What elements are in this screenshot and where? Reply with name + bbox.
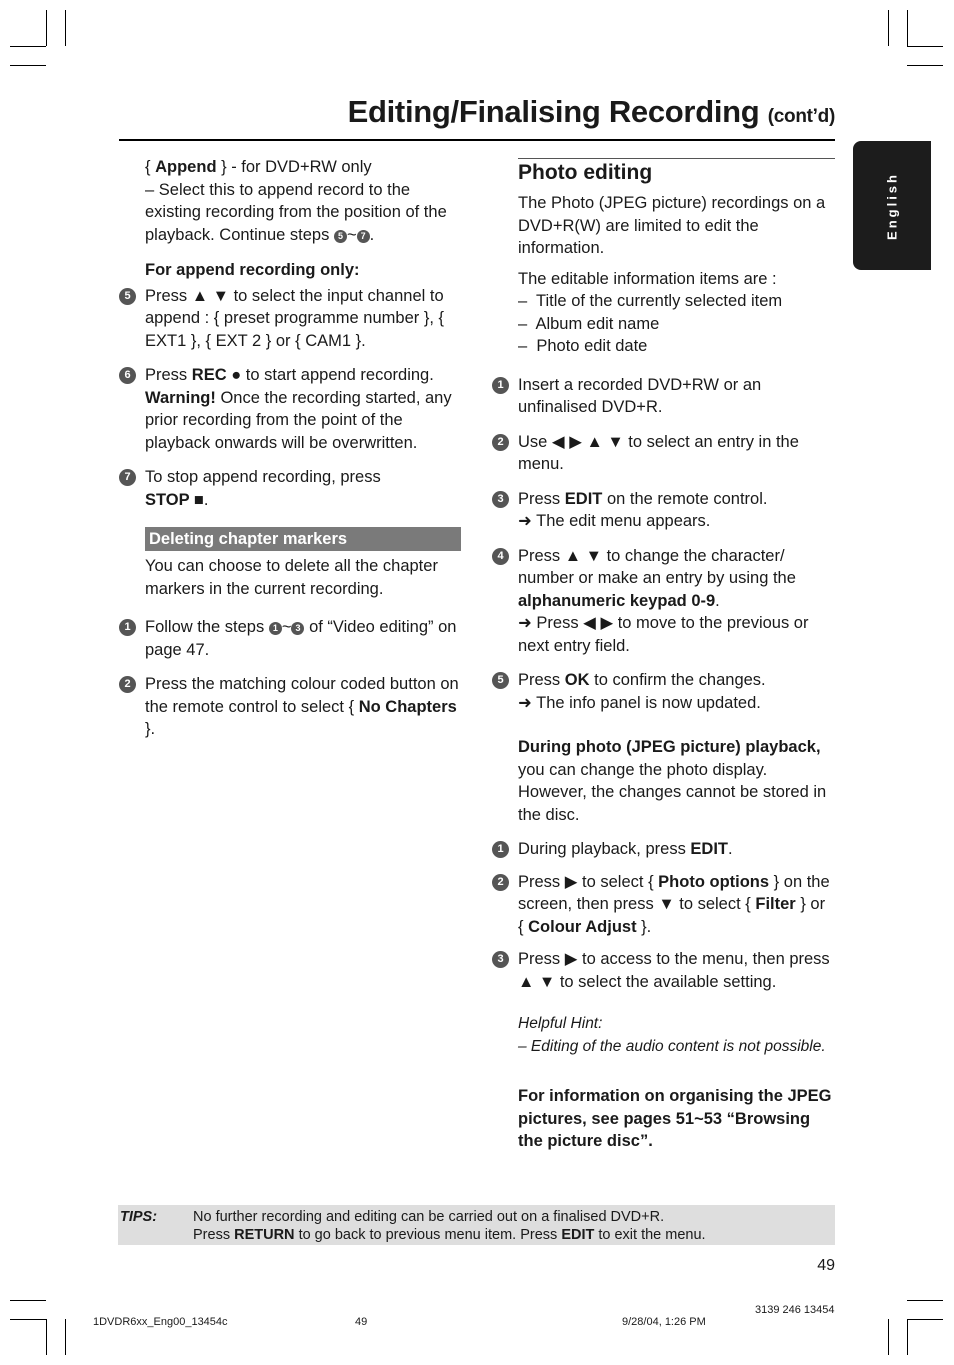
playback-step-1: 1 During playback, press EDIT. [492, 838, 835, 861]
language-tab-label: English [884, 171, 900, 240]
crop-mark [46, 1319, 47, 1355]
playback-section: During photo (JPEG picture) playback, you can change the photo display. However, the changes cannot be stored in the disc. [518, 738, 827, 824]
crop-mark [65, 1319, 66, 1355]
playback-step-2: 2 Press ▶ to select { Photo options } on the screen, then press ▼ to select { Filter } or { Colour Adjust }. [492, 871, 835, 939]
step-number-icon: 3 [492, 491, 509, 508]
chapter-markers-heading: Deleting chapter markers [145, 527, 461, 551]
tips-box [118, 1205, 835, 1245]
append-option [119, 156, 461, 246]
append-step-7: 7 To stop append recording, press STOP ■. [119, 466, 461, 511]
crop-mark [907, 1300, 943, 1301]
step-7-icon: 7 [357, 230, 370, 243]
step-number-icon: 3 [492, 951, 509, 968]
list-item: – Album edit name [518, 314, 660, 333]
playback-step-3: 3 Press ▶ to access to the menu, then press ▲ ▼ to select the available setting. [492, 948, 835, 993]
photo-step-3: 3 Press EDIT on the remote control. ➜ The edit menu appears. [492, 488, 835, 533]
list-item: – Photo edit date [518, 337, 648, 355]
page-number: 49 [817, 1257, 835, 1274]
footer-code: 3139 246 13454 [755, 1304, 835, 1316]
crop-mark [907, 1319, 943, 1320]
photo-intro: The Photo (JPEG picture) recordings on a DVD+R(W) are limited to edit the information. [518, 194, 826, 257]
step-number-icon: 5 [492, 672, 509, 689]
helpful-hint: Helpful Hint: – Editing of the audio content is not possible. [518, 1015, 826, 1055]
step-number-icon: 7 [119, 469, 136, 486]
step-number-icon: 2 [492, 874, 509, 891]
photo-step-4: 4 Press ▲ ▼ to change the character/ number or make an entry by using the alphanumeric keypad 0-9. ➜ Press ◀ ▶ to move to the previous or next entry field. [492, 545, 835, 658]
crop-mark [10, 65, 46, 66]
crop-mark [907, 46, 943, 47]
photo-step-2: 2 Use ◀ ▶ ▲ ▼ to select an entry in the menu. [492, 431, 835, 476]
chapter-step-2: 2 Press the matching colour coded button on the remote control to select { No Chapters }. [119, 673, 461, 741]
left-column [119, 156, 461, 741]
footer-file: 1DVDR6xx_Eng00_13454c [93, 1316, 228, 1328]
tips-text: No further recording and editing can be carried out on a finalised DVD+R. Press RETURN to go back to previous menu item. Press EDIT to exit the menu. [193, 1209, 706, 1243]
chapter-step-1: 1 Follow the steps 1 ~ 3 of “Video editing” on page 47. [119, 616, 461, 661]
photo-step-1: 1 Insert a recorded DVD+RW or an unfinalised DVD+R. [492, 374, 835, 419]
crop-mark [46, 10, 47, 46]
step-3-icon: 3 [291, 622, 304, 635]
photo-step-5: 5 Press OK to confirm the changes. ➜ The info panel is now updated. [492, 669, 835, 714]
step-1-icon: 1 [269, 622, 282, 635]
crop-mark [888, 1319, 889, 1355]
items-intro: The editable information items are : [518, 269, 777, 288]
crop-mark [10, 1319, 46, 1320]
step-number-icon: 2 [492, 434, 509, 451]
crop-mark [10, 46, 46, 47]
crop-mark [907, 65, 943, 66]
footer-date: 9/28/04, 1:26 PM [622, 1316, 706, 1328]
step-number-icon: 6 [119, 367, 136, 384]
step-number-icon: 1 [492, 841, 509, 858]
crop-mark [907, 1319, 908, 1355]
language-tab [853, 141, 931, 270]
jpeg-info: For information on organising the JPEG pictures, see pages 51~53 “Browsing the picture disc”. [518, 1087, 832, 1150]
crop-mark [65, 10, 66, 46]
title-rule [119, 139, 835, 141]
crop-mark [10, 1300, 46, 1301]
append-heading: For append recording only: [145, 261, 360, 279]
step-5-icon: 5 [334, 230, 347, 243]
step-number-icon: 4 [492, 548, 509, 565]
crop-mark [907, 10, 908, 46]
footer-page: 49 [355, 1316, 368, 1328]
right-column [492, 158, 835, 1153]
append-step-5: 5 Press ▲ ▼ to select the input channel to append : { preset programme number }, { EXT1 }, { EXT 2 } or { CAM1 }. [119, 285, 461, 353]
step-number-icon: 1 [492, 377, 509, 394]
page-title: Editing/Finalising Recording (cont’d) [347, 94, 835, 129]
photo-editing-heading: Photo editing [518, 158, 835, 186]
crop-mark [888, 10, 889, 46]
tips-label: TIPS: [120, 1209, 158, 1225]
append-step-6: 6 Press REC ● to start append recording. Warning! Once the recording started, any prior recording from the point of the playback onwards will be overwritten. [119, 364, 461, 454]
append-option-note: – Select this to append record to the existing recording from the position of the playback. Continue steps 5 ~ 7 . [145, 180, 447, 244]
chapter-intro: You can choose to delete all the chapter markers in the current recording. [145, 557, 438, 598]
list-item: – Title of the currently selected item [518, 292, 783, 310]
step-number-icon: 2 [119, 676, 136, 693]
title-suffix: (cont’d) [767, 106, 835, 127]
step-number-icon: 1 [119, 619, 136, 636]
step-number-icon: 5 [119, 288, 136, 305]
append-option-text: { Append } - for DVD+RW only [145, 158, 372, 176]
